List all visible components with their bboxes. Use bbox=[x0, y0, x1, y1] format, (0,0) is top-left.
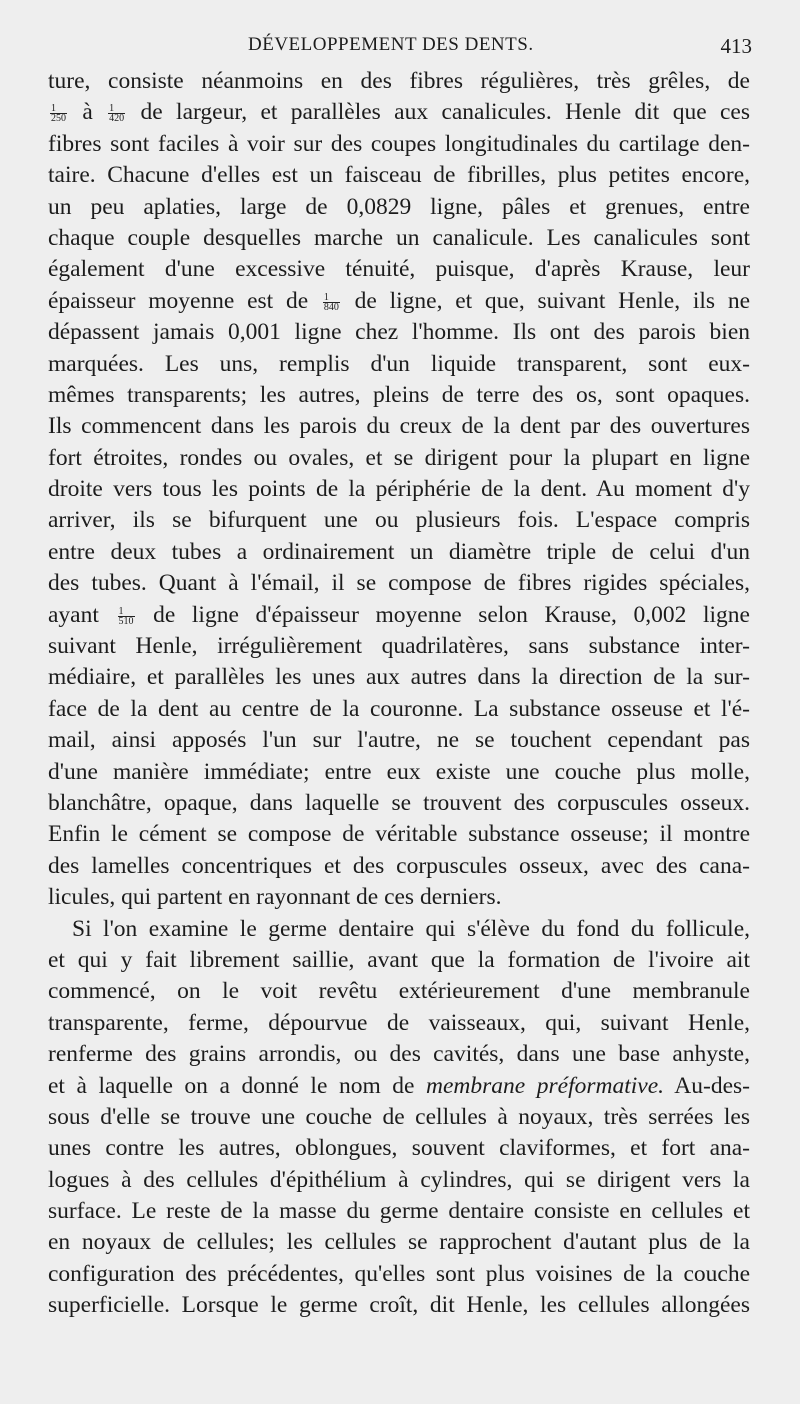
text-line bbox=[48, 1071, 750, 1102]
text-run: Au-des- bbox=[664, 1072, 750, 1099]
fraction-numerator: 1 bbox=[118, 607, 135, 617]
italic-term: membrane préformative. bbox=[426, 1072, 665, 1099]
text-line: configuration des précédentes, qu'elles sont plus voisines de la couche bbox=[48, 1260, 750, 1287]
text-line: ture, consiste néanmoins en des fibres régulières, très grêles, de bbox=[48, 68, 750, 94]
text-line: transparente, ferme, dépourvue de vaisseaux, qui, suivant Henle, bbox=[48, 1009, 750, 1036]
text-line bbox=[48, 600, 750, 631]
text-line: des lamelles concentriques et des corpuscules osseux, avec des cana- bbox=[48, 852, 750, 879]
text-line: chaque couple desquelles marche un canalicule. Les canalicules sont bbox=[48, 224, 750, 251]
fraction bbox=[118, 607, 135, 626]
fraction bbox=[323, 293, 340, 312]
text-run: ayant bbox=[48, 601, 116, 628]
text-line: face de la dent au centre de la couronne. La substance osseuse et l'é- bbox=[48, 695, 750, 722]
fraction-denominator: 420 bbox=[109, 113, 125, 125]
text-line: logues à des cellules d'épithélium à cylindres, qui se dirigent vers la bbox=[48, 1166, 750, 1193]
text-line bbox=[48, 286, 750, 317]
text-line: des tubes. Quant à l'émail, il se compose de fibres rigides spéciales, bbox=[48, 570, 750, 597]
text-line: en noyaux de cellules; les cellules se rapprochent d'autant plus de la bbox=[48, 1229, 750, 1256]
text-run: à bbox=[69, 99, 107, 126]
text-line: arriver, ils se bifurquent une ou plusieurs fois. L'espace compris bbox=[48, 507, 750, 534]
running-title: DÉVELOPPEMENT DES DENTS. bbox=[248, 34, 534, 55]
text-line: suivant Henle, irrégulièrement quadrilatères, sans substance inter- bbox=[48, 633, 750, 660]
text-line: d'une manière immédiate; entre eux existe une couche plus molle, bbox=[48, 758, 750, 785]
fraction-denominator: 840 bbox=[323, 301, 339, 313]
text-line: Enfin le cément se compose de véritable substance osseuse; il montre bbox=[48, 821, 750, 848]
text-line: également d'une excessive ténuité, puisque, d'après Krause, leur bbox=[48, 256, 750, 283]
fraction-numerator: 1 bbox=[108, 104, 125, 114]
text-line: marquées. Les uns, remplis d'un liquide transparent, sont eux- bbox=[48, 350, 750, 377]
text-run: de ligne, et que, suivant Henle, ils ne bbox=[341, 287, 750, 314]
text-run: de ligne d'épaisseur moyenne selon Krause, 0,002 ligne bbox=[136, 601, 750, 628]
text-line bbox=[48, 97, 750, 128]
text-line: mail, ainsi apposés l'un sur l'autre, ne se touchent cependant pas bbox=[48, 727, 750, 754]
fraction bbox=[108, 104, 125, 123]
fraction-denominator: 250 bbox=[51, 113, 66, 125]
text-line: mêmes transparents; les autres, pleins de terre des os, sont opaques. bbox=[48, 381, 750, 408]
text-line: droite vers tous les points de la périphérie de la dent. Au moment d'y bbox=[48, 476, 750, 503]
text-run: épaisseur moyenne est de bbox=[48, 287, 321, 314]
text-line: sous d'elle se trouve une couche de cellules à noyaux, très serrées les bbox=[48, 1103, 750, 1130]
text-line: médiaire, et parallèles les unes aux autres dans la direction de la sur- bbox=[48, 664, 750, 691]
text-line: superficielle. Lorsque le germe croît, dit Henle, les cellules allongées bbox=[48, 1292, 750, 1319]
fraction-numerator: 1 bbox=[50, 104, 67, 114]
text-line: dépassent jamais 0,001 ligne chez l'homme. Ils ont des parois bien bbox=[48, 319, 750, 346]
text-line: fort étroites, rondes ou ovales, et se dirigent pour la plupart en ligne bbox=[48, 444, 750, 471]
text-run: de largeur, et parallèles aux canalicules. Henle dit que ces bbox=[127, 99, 750, 126]
text-line: taire. Chacune d'elles est un faisceau de fibrilles, plus petites encore, bbox=[48, 162, 750, 189]
text-line: fibres sont faciles à voir sur des coupes longitudinales du cartilage den- bbox=[48, 130, 750, 157]
page-number: 413 bbox=[720, 34, 752, 58]
text-line: Ils commencent dans les parois du creux de la dent par des ouvertures bbox=[48, 413, 750, 440]
page-header bbox=[48, 34, 752, 64]
text-line: commencé, on le voit revêtu extérieurement d'une membranule bbox=[48, 978, 750, 1005]
fraction-denominator: 510 bbox=[118, 615, 134, 627]
text-line: et qui y fait librement saillie, avant que la formation de l'ivoire ait bbox=[48, 946, 750, 973]
text-line: licules, qui partent en rayonnant de ces derniers. bbox=[48, 884, 502, 911]
text-line: entre deux tubes a ordinairement un diamètre triple de celui d'un bbox=[48, 538, 750, 565]
text-line: unes contre les autres, oblongues, souvent claviformes, et fort ana- bbox=[48, 1135, 750, 1162]
text-line: surface. Le reste de la masse du germe dentaire consiste en cellules et bbox=[48, 1198, 750, 1225]
text-line: blanchâtre, opaque, dans laquelle se trouvent des corpuscules osseux. bbox=[48, 789, 750, 816]
text-line: Si l'on examine le germe dentaire qui s'élève du fond du follicule, bbox=[72, 915, 750, 942]
body-text bbox=[48, 66, 750, 1322]
text-line: un peu aplaties, large de 0,0829 ligne, pâles et grenues, entre bbox=[48, 193, 750, 220]
text-run: et à laquelle on a donné le nom de bbox=[48, 1072, 427, 1099]
fraction bbox=[50, 104, 67, 123]
fraction-numerator: 1 bbox=[323, 293, 340, 303]
text-line: renferme des grains arrondis, ou des cavités, dans une base anhyste, bbox=[48, 1041, 750, 1068]
